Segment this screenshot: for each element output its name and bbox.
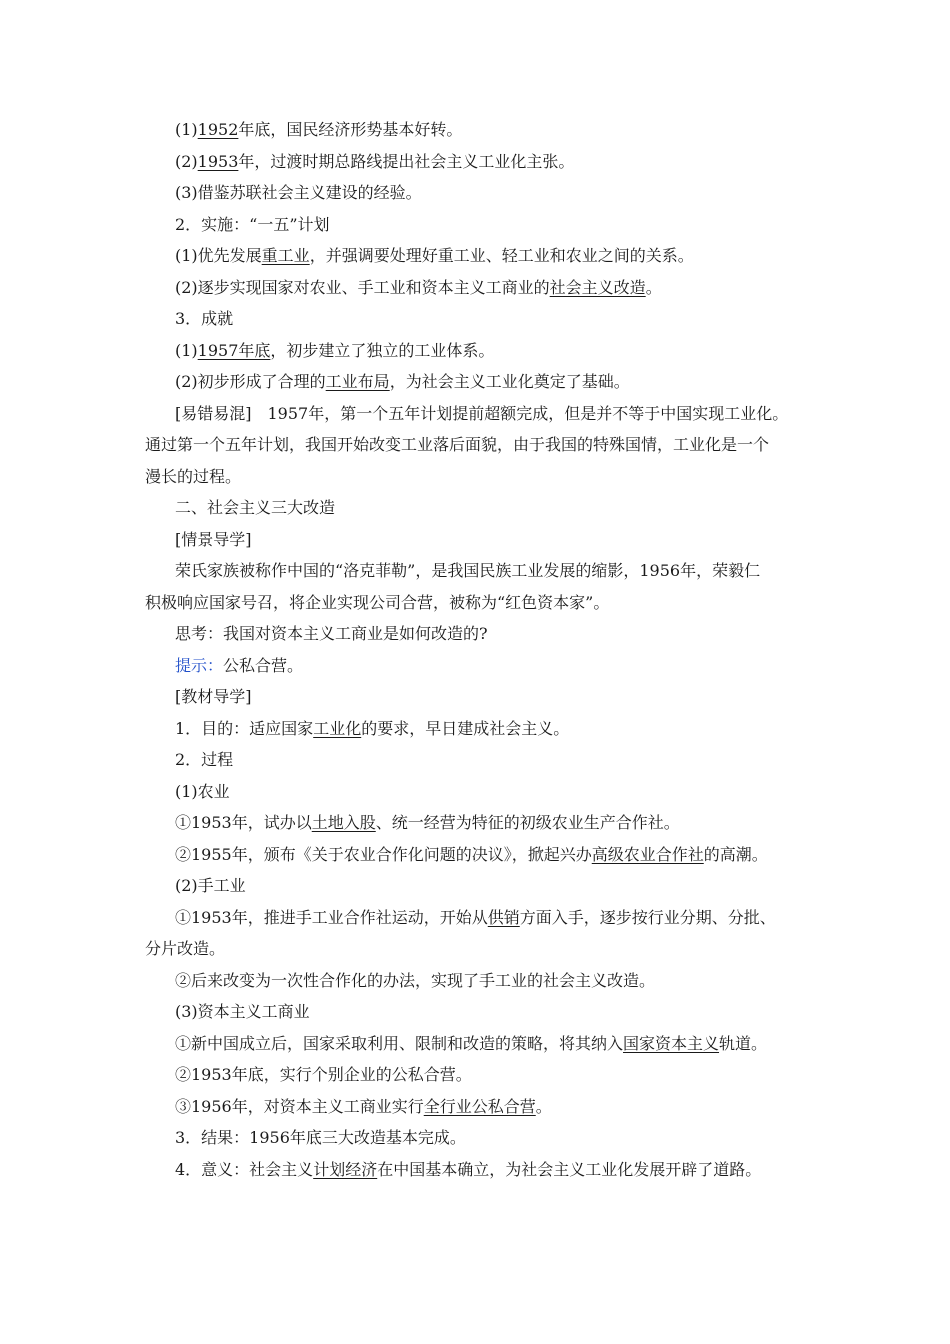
line-text: (1) — [175, 120, 198, 139]
line-text: ，并强调要处理好重工业、轻工业和农业之间的关系。 — [309, 246, 694, 265]
text-line — [145, 813, 810, 845]
scene-label — [145, 530, 810, 562]
line-text: ②1955年，颁布《关于农业合作化问题的决议》，掀起兴办 — [175, 844, 592, 864]
text-line — [145, 1034, 810, 1066]
text-line — [145, 372, 810, 404]
underlined-term: 工业布局 — [325, 372, 390, 391]
line-text: (2)逐步实现国家对农业、手工业和资本主义工商业的 — [175, 277, 550, 297]
underlined-term: 国家资本主义 — [623, 1033, 720, 1053]
note-text: 漫长的过程。 — [145, 466, 242, 486]
think-question — [145, 624, 810, 656]
note-line — [145, 467, 810, 499]
text-line — [145, 1097, 810, 1129]
scene-text: 积极响应国家号召，将企业实现公司合营，被称为“红色资本家”。 — [145, 592, 610, 612]
underlined-term: 重工业 — [261, 246, 310, 265]
text-line — [145, 246, 810, 278]
line-text: (2)手工业 — [175, 876, 246, 895]
line-text: 1．目的：适应国家 — [175, 718, 314, 738]
text-line — [145, 1065, 810, 1097]
line-text: ①1953年，推进手工业合作社运动，开始从 — [175, 907, 488, 927]
underlined-term: 1953 — [197, 151, 239, 171]
text-line — [145, 939, 810, 971]
underlined-term: 计划经济 — [313, 1159, 378, 1179]
scene-line — [145, 593, 810, 625]
note-line — [145, 435, 810, 467]
text-line — [145, 278, 810, 310]
line-text: (2) — [175, 151, 198, 171]
line-text: 年底，国民经济形势基本好转。 — [238, 120, 463, 139]
line-text: 分片改造。 — [145, 939, 226, 958]
underlined-term: 高级农业合作社 — [591, 844, 704, 864]
line-text: 年，过渡时期总路线提出社会主义工业化主张。 — [238, 151, 575, 171]
line-text: ②1953年底，实行个别企业的公私合营。 — [175, 1065, 472, 1084]
text-line — [145, 782, 810, 814]
line-text: 、统一经营为特征的初级农业生产合作社。 — [375, 813, 680, 832]
scene-line — [145, 561, 810, 593]
text-line — [145, 971, 810, 1003]
hint-text: 公私合营。 — [223, 655, 304, 675]
line-text: ①1953年，试办以 — [175, 813, 312, 832]
line-text: 方面入手，逐步按行业分期、分批、 — [519, 907, 776, 927]
line-text: 。 — [535, 1096, 552, 1116]
text-line — [145, 1160, 810, 1192]
section-title: 二、社会主义三大改造 — [175, 498, 336, 517]
underlined-term: 社会主义改造 — [549, 277, 646, 297]
note-text: [易错易混] 1957年，第一个五年计划提前超额完成，但是并不等于中国实现工业化。 — [175, 403, 789, 423]
line-text: 2．过程 — [175, 750, 234, 769]
document-body — [145, 120, 810, 1191]
text-line — [145, 120, 810, 152]
line-text: 2．实施：“一五”计划 — [175, 214, 330, 234]
line-text: ②后来改变为一次性合作化的办法，实现了手工业的社会主义改造。 — [175, 970, 656, 990]
text-line — [145, 341, 810, 373]
line-text: 3．结果：1956年底三大改造基本完成。 — [175, 1128, 466, 1147]
line-text: (2)初步形成了合理的 — [175, 372, 326, 391]
line-text: ③1956年，对资本主义工商业实行 — [175, 1096, 424, 1116]
line-text: (1) — [175, 340, 198, 360]
line-text: 。 — [645, 277, 662, 297]
text-line — [145, 908, 810, 940]
line-text: (3)资本主义工商业 — [175, 1002, 310, 1021]
hint-label: 提示： — [175, 655, 224, 675]
section-heading — [145, 498, 810, 530]
note-line — [145, 404, 810, 436]
line-text: (1)农业 — [175, 781, 230, 801]
underlined-term: 1957年底 — [197, 340, 271, 360]
underlined-term: 供销 — [487, 907, 520, 927]
line-text: (3)借鉴苏联社会主义建设的经验。 — [175, 183, 422, 202]
text-line — [145, 1002, 810, 1034]
label-text: [情景导学] — [175, 529, 252, 549]
line-text: (1)优先发展 — [175, 246, 262, 265]
text-line — [145, 750, 810, 782]
text-line — [145, 876, 810, 908]
line-text: 在中国基本确立，为社会主义工业化发展开辟了道路。 — [377, 1159, 762, 1179]
line-text: ，初步建立了独立的工业体系。 — [270, 340, 495, 360]
text-line — [145, 845, 810, 877]
line-text: 3．成就 — [175, 309, 234, 328]
text-line — [145, 183, 810, 215]
underlined-term: 1952 — [197, 120, 239, 139]
line-text: 的高潮。 — [703, 844, 768, 864]
line-text: 4．意义：社会主义 — [175, 1159, 314, 1179]
text-line — [145, 1128, 810, 1160]
text-line — [145, 309, 810, 341]
question-text: 思考：我国对资本主义工商业是如何改造的? — [175, 624, 488, 643]
text-line — [145, 719, 810, 751]
line-text: 轨道。 — [719, 1033, 768, 1053]
scene-text: 荣氏家族被称作中国的“洛克菲勒”，是我国民族工业发展的缩影，1956年，荣毅仁 — [175, 561, 761, 580]
underlined-term: 土地入股 — [311, 813, 376, 832]
line-text: ①新中国成立后，国家采取利用、限制和改造的策略，将其纳入 — [175, 1033, 624, 1053]
label-text: [教材导学] — [175, 687, 252, 706]
underlined-term: 全行业公私合营 — [423, 1096, 536, 1116]
text-line — [145, 215, 810, 247]
line-text: 的要求，早日建成社会主义。 — [361, 718, 570, 738]
hint-line — [145, 656, 810, 688]
underlined-term: 工业化 — [313, 718, 362, 738]
text-label — [145, 687, 810, 719]
text-line — [145, 152, 810, 184]
line-text: ，为社会主义工业化奠定了基础。 — [389, 372, 630, 391]
note-text: 通过第一个五年计划，我国开始改变工业落后面貌，由于我国的特殊国情，工业化是一个 — [145, 435, 770, 454]
